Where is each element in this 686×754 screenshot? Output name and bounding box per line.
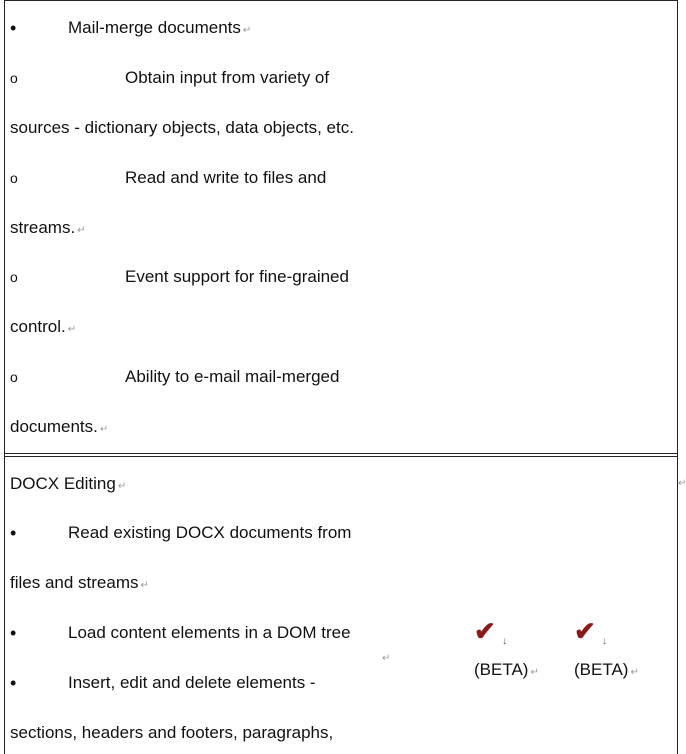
sub-bullet-marker: o [10,369,18,385]
sub-bullet-marker: o [10,269,18,285]
mailmerge-item-3-rest: control. ↵ [10,317,77,336]
row-divider-2 [4,456,678,457]
bullet-marker: • [10,18,17,38]
paragraph-mark: ↵ [67,324,77,335]
paragraph-mark: ↵ [630,667,639,678]
docx-item-1-first: Read existing DOCX documents from [68,523,352,542]
mailmerge-item-1-rest: sources - dictionary objects, data objects, etc. [10,118,354,137]
arrow-down-icon: ↓ [502,636,507,647]
paragraph-mark: ↵ [99,424,109,435]
mailmerge-item-2-rest: streams. ↵ [10,218,86,237]
paragraph-mark: ↵ [242,25,252,36]
arrow-down-icon: ↓ [602,636,607,647]
cell-end-mark: ↵ [678,478,686,489]
paragraph-mark: ↵ [140,580,149,591]
support-label: (BETA) ↵ [574,660,639,679]
docx-item-2-first: Load content elements in a DOM tree [68,623,351,642]
sub-bullet-marker: o [10,170,18,186]
docx-item-1-rest: files and streams ↵ [10,573,149,592]
mailmerge-item-1-first: Obtain input from variety of [125,68,330,87]
bullet-marker: • [10,623,17,643]
paragraph-mark: ↵ [77,225,86,236]
mailmerge-title: Mail-merge documents ↵ [68,18,252,37]
checkmark-icon: ✔ [574,616,596,646]
docx-item-3-first: Insert, edit and delete elements - [68,673,316,692]
table-top-border [4,0,678,1]
mailmerge-item-3-first: Event support for fine-grained [125,267,349,286]
docx-item-3-rest: sections, headers and footers, paragraphs, [10,723,334,742]
paragraph-mark: ↵ [530,667,539,678]
support-label: (BETA) ↵ [474,660,539,679]
checkmark-icon: ✔ [474,616,496,646]
mailmerge-item-2-first: Read and write to files and [125,168,327,187]
bullet-marker: • [10,673,17,693]
mailmerge-item-4-first: Ability to e-mail mail-merged [125,367,340,386]
docx-heading: DOCX Editing ↵ [10,474,127,493]
mailmerge-item-4-rest: documents. ↵ [10,417,109,436]
bullet-marker: • [10,523,17,543]
row-divider-1 [4,453,678,454]
sub-bullet-marker: o [10,70,18,86]
paragraph-mark: ↵ [117,481,127,492]
paragraph-mark: ↵ [382,653,391,664]
